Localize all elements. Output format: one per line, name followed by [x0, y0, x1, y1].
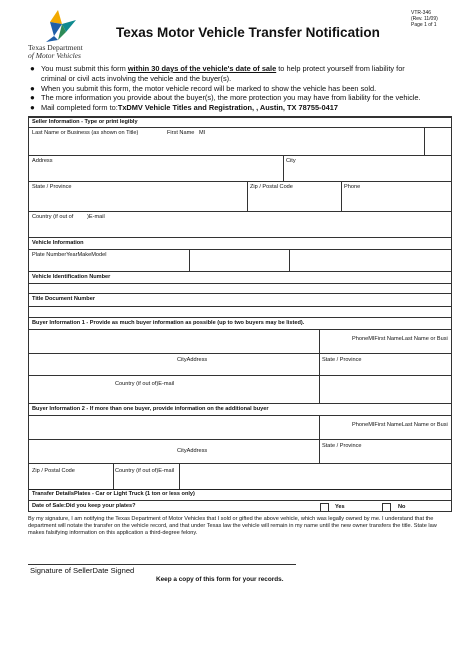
buyer2-section-header: Buyer Information 2 - If more than one buyer, provide information on the additional buyer [32, 406, 269, 412]
mi-label: MI [368, 336, 375, 342]
phone-label: Phone [352, 336, 369, 342]
seller-state-field[interactable]: State / Province [32, 184, 72, 190]
bullet-icon: ● [30, 103, 35, 113]
plate-label: Plate Number [32, 252, 67, 258]
instruction-4 [28, 103, 448, 113]
buyer1-country-email[interactable] [115, 381, 174, 387]
buyer2-name-fields[interactable] [352, 422, 448, 428]
vin-field[interactable]: Vehicle Identification Number [32, 274, 111, 280]
mailing-address: TxDMV Vehicle Titles and Registration, , Austin, TX 78755-0417 [117, 103, 338, 113]
form-number: VTR-346 [411, 10, 432, 16]
plates-question: Plates - Car or Light Truck (1 ton or less only) [73, 491, 195, 497]
last-name-label: Last Name or Busi [401, 422, 448, 428]
email-label: )E-mail [156, 468, 175, 474]
last-name-label: Last Name or Busi [401, 336, 448, 342]
buyer1-state-field[interactable]: State / Province [322, 357, 362, 363]
date-signed-label: Date Signed [92, 566, 135, 575]
sale-date-row [32, 503, 136, 509]
transfer-form [28, 116, 452, 512]
yes-checkbox[interactable] [320, 503, 329, 512]
seller-last-name-field[interactable]: Last Name or Business (as shown on Title) [32, 130, 139, 136]
signature-of-seller-label: Signature of Seller [30, 566, 93, 575]
year-label: Year [66, 252, 78, 258]
bullet-icon: ● [30, 93, 35, 103]
keep-copy-notice: Keep a copy of this form for your records. [156, 576, 284, 583]
instructions [28, 64, 448, 113]
seller-address-field[interactable]: Address [32, 158, 53, 164]
country-label: Country (if out of [115, 381, 157, 387]
bullet-icon: ● [30, 83, 35, 93]
model-label: Model [91, 252, 107, 258]
form-page: Page 1 of 1 [411, 22, 437, 28]
form-revision: (Rev. 11/09) [411, 16, 438, 22]
address-label: Address [186, 357, 208, 363]
seller-city-field[interactable]: City [286, 158, 296, 164]
logo-line-2: of Motor Vehicles [28, 51, 81, 60]
yes-label: Yes [335, 504, 345, 510]
buyer2-state-field[interactable]: State / Province [322, 443, 362, 449]
keep-plates-question: Did you keep your plates? [65, 503, 136, 509]
signature-labels [30, 566, 134, 575]
logo-line-1: Texas Department [28, 43, 83, 52]
form-identifier [411, 10, 438, 28]
instruction-1 [28, 64, 448, 74]
instruction-text: to help protect yourself from liability for [276, 64, 405, 73]
instruction-text: When you submit this form, the motor vehicle record will be marked to show the vehicle has been sold. [41, 83, 377, 93]
seller-zip-field[interactable]: Zip / Postal Code [250, 184, 293, 190]
city-label: City [177, 448, 187, 454]
instruction-1-cont [28, 74, 448, 84]
no-label: No [398, 504, 406, 510]
seller-first-name-field[interactable]: First Name [167, 130, 195, 136]
buyer1-name-fields[interactable] [352, 336, 448, 342]
title-document-field[interactable]: Title Document Number [32, 296, 95, 302]
deadline-emphasis: within 30 days of the vehicle's date of sale [127, 64, 277, 73]
transfer-details-label: Transfer Details [32, 491, 74, 497]
plate-number-field[interactable] [32, 252, 106, 258]
make-label: Make [77, 252, 92, 258]
certification-text: By my signature, I am notifying the Texas Department of Motor Vehicles that I sold or gifted the above vehicle, which was legally owned by me. I understand that the department will notate the transfer on the vehicle record, and that under Texas law the vehicle will remain in my name until the new owner transfers the title. State law makes falsifying information on this application a third-degree felony. [28, 516, 437, 536]
seller-section-header: Seller Information - Type or print legibly [32, 119, 138, 125]
phone-label: Phone [352, 422, 369, 428]
instruction-text: The more information you provide about the buyer(s), the more protection you may have from liability for the vehicle. [41, 93, 421, 103]
buyer1-city-address[interactable] [177, 357, 207, 363]
no-checkbox[interactable] [382, 503, 391, 512]
buyer2-country-email[interactable] [115, 468, 174, 474]
email-label: )E-mail [156, 381, 175, 387]
instruction-2 [28, 84, 448, 94]
first-name-label: First Name [374, 336, 402, 342]
buyer1-section-header: Buyer Information 1 - Provide as much buyer information as possible (up to two buyers may be listed). [32, 320, 305, 326]
signature-line[interactable] [28, 564, 296, 565]
logo-wordmark [28, 44, 83, 60]
buyer2-city-address[interactable] [177, 448, 207, 454]
country-label: Country (if out of [115, 468, 157, 474]
bullet-icon: ● [30, 64, 35, 73]
buyer2-zip-field[interactable]: Zip / Postal Code [32, 468, 75, 474]
seller-mi-field[interactable]: MI [199, 130, 206, 136]
city-label: City [177, 357, 187, 363]
address-label: Address [186, 448, 208, 454]
instruction-text: criminal or civil acts involving the vehicle and the buyer(s). [41, 73, 232, 83]
first-name-label: First Name [374, 422, 402, 428]
vehicle-section-header: Vehicle Information [32, 240, 84, 246]
seller-country-field[interactable]: Country (if out of [32, 214, 74, 220]
form-title: Texas Motor Vehicle Transfer Notification [116, 25, 380, 40]
instruction-text: You must submit this form [41, 64, 128, 73]
mi-label: MI [368, 422, 375, 428]
instruction-text: Mail completed form to: [41, 103, 118, 113]
date-of-sale-field[interactable]: Date of Sale: [32, 503, 66, 509]
instruction-3 [28, 93, 448, 103]
seller-phone-field[interactable]: Phone [344, 184, 361, 190]
transfer-details-header [32, 491, 195, 497]
seller-email-field[interactable]: )E-mail [87, 214, 105, 220]
